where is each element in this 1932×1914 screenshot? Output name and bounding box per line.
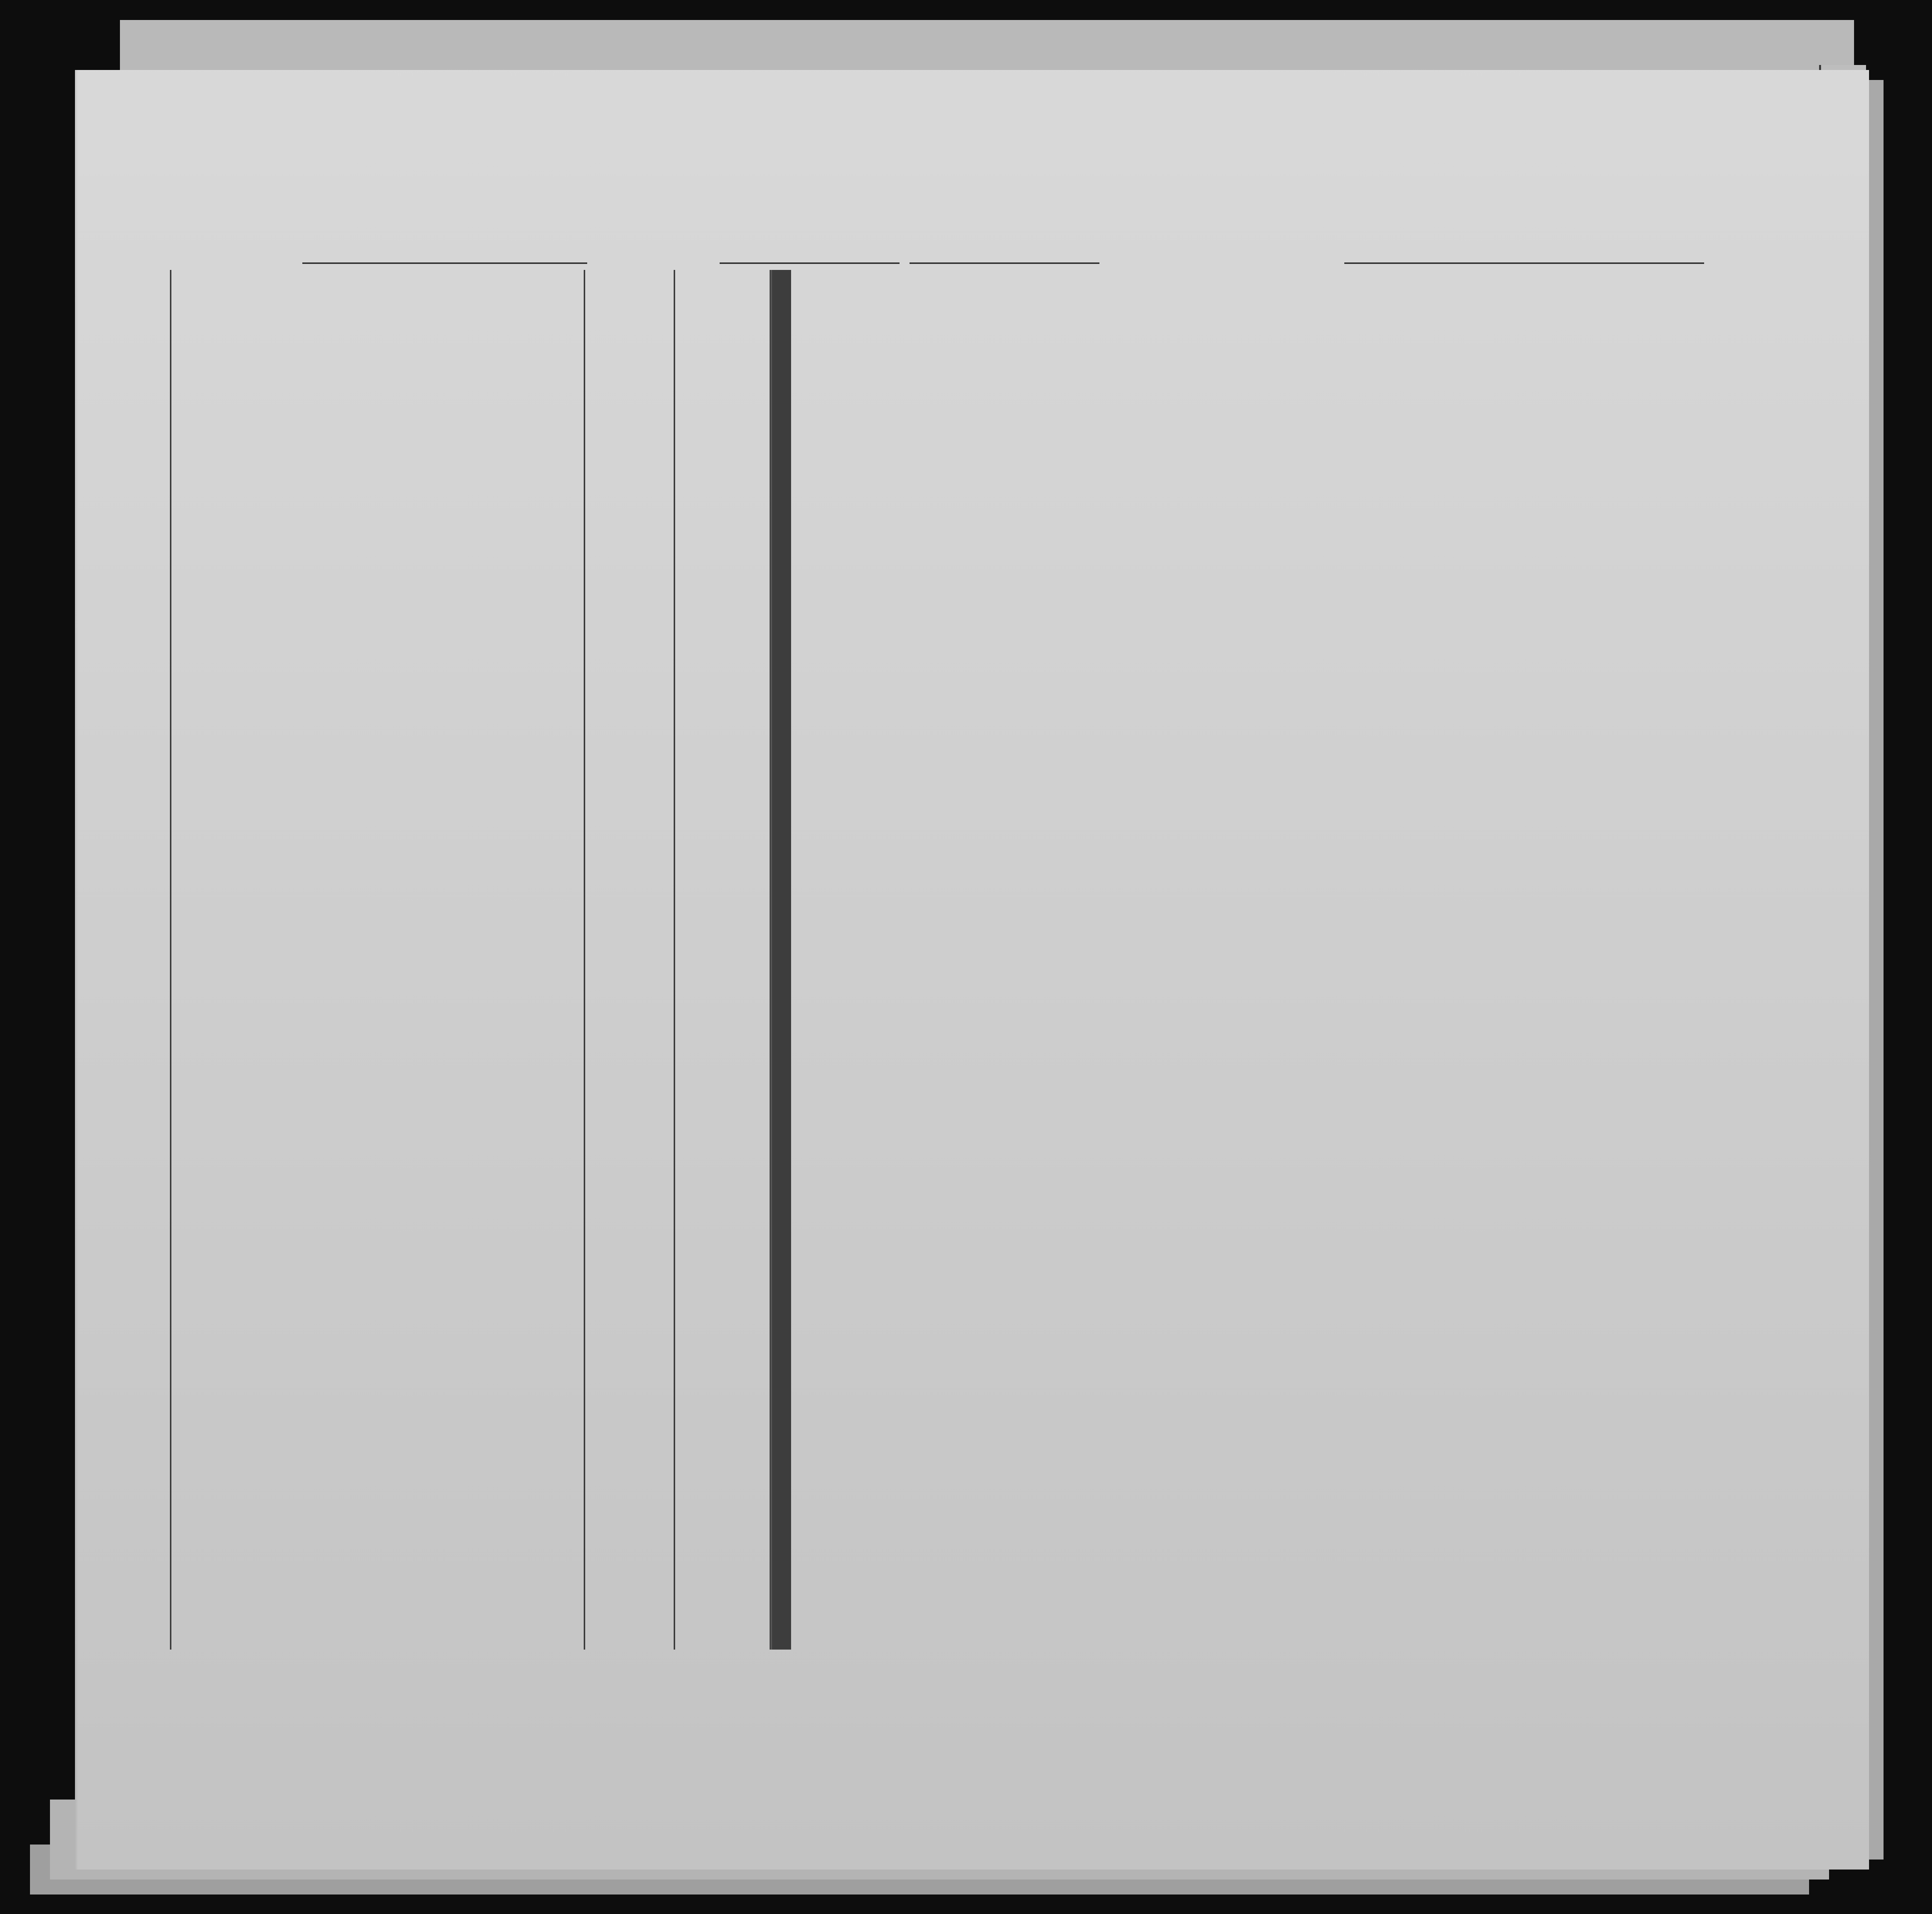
arrival-port-line (720, 262, 900, 264)
vessel-name-line (302, 262, 587, 264)
arrival-date-line (910, 262, 1099, 264)
departure-line (1344, 262, 1704, 264)
manifest-table (170, 270, 1869, 1650)
